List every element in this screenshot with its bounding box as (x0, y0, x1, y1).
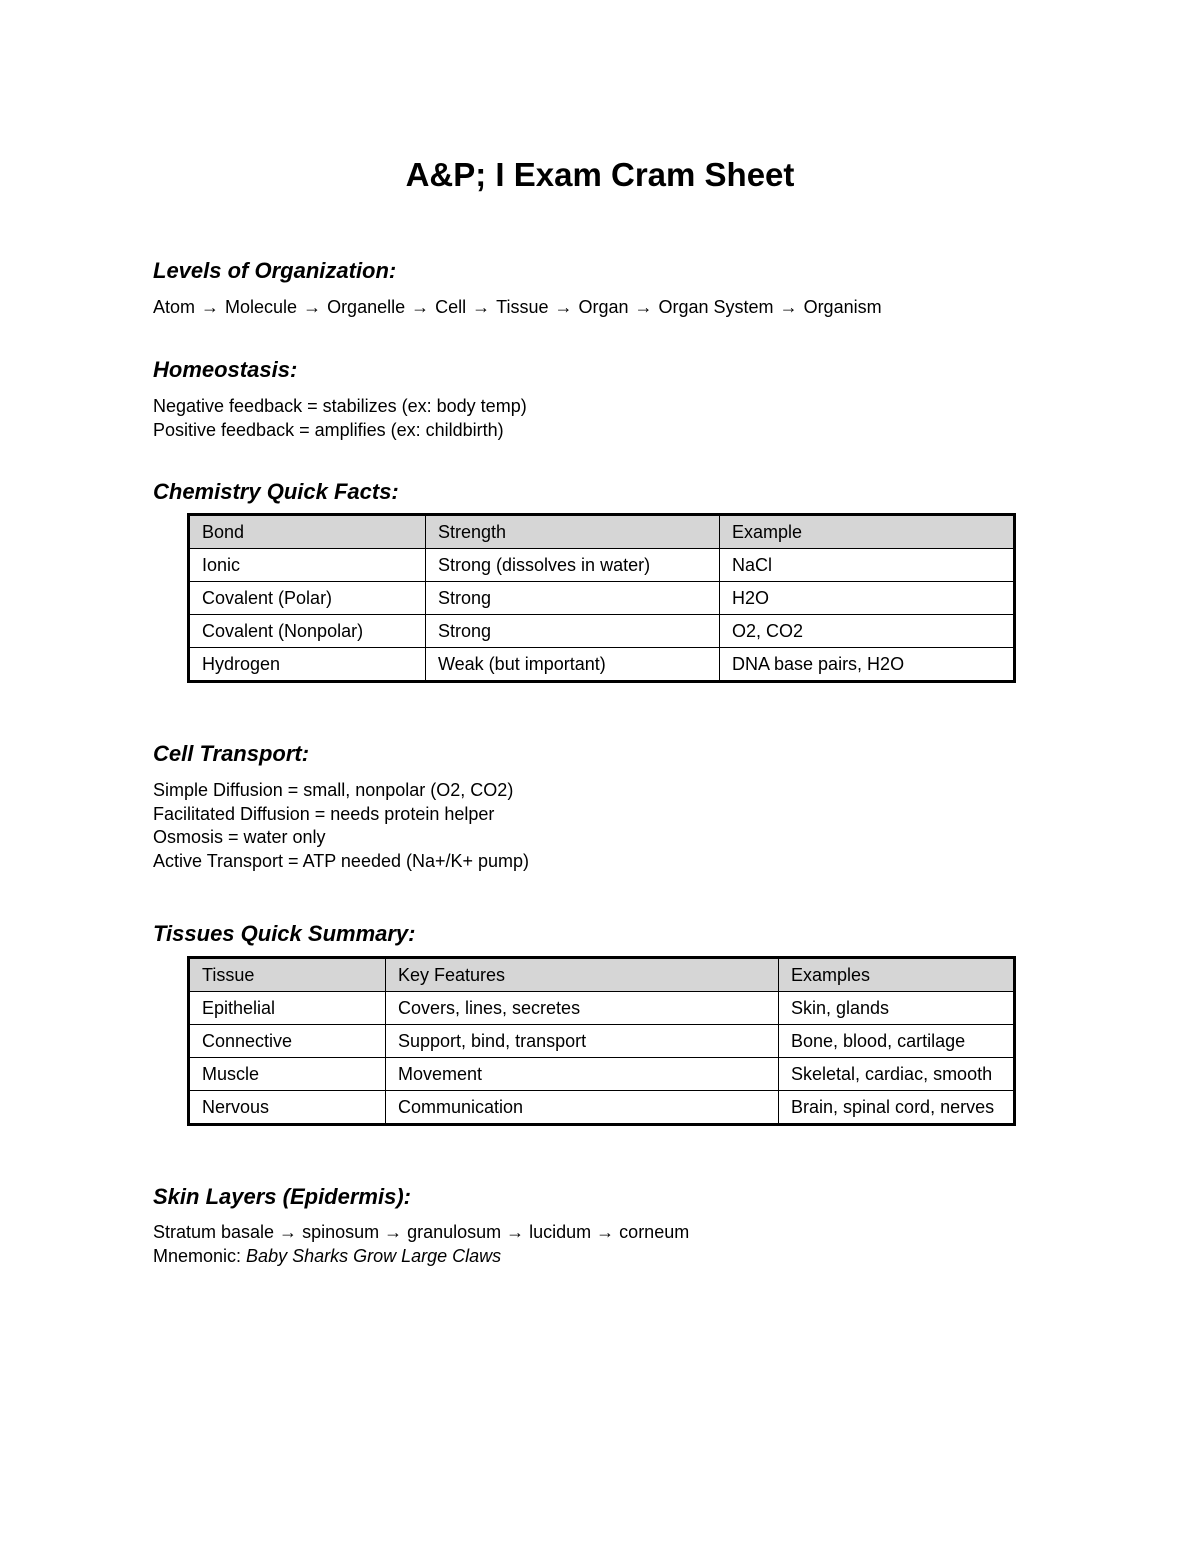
table-cell: H2O (720, 582, 1015, 615)
table-cell: Covers, lines, secretes (386, 992, 779, 1025)
tissues-col-tissue: Tissue (189, 958, 386, 992)
table-row (189, 1025, 1015, 1058)
skin-heading: Skin Layers (Epidermis): (153, 1184, 411, 1209)
chemistry-heading: Chemistry Quick Facts: (153, 479, 399, 504)
table-cell: Hydrogen (189, 648, 426, 682)
table-cell: Covalent (Polar) (189, 582, 426, 615)
transport-line-osmosis: Osmosis = water only (153, 827, 326, 847)
level-item: Molecule (225, 297, 298, 317)
arrow-right-icon: → (779, 297, 798, 317)
level-item: Atom (153, 297, 196, 317)
mnemonic-label: Mnemonic: (153, 1245, 247, 1266)
skin-text (153, 1221, 689, 1268)
levels-heading: Levels of Organization: (153, 258, 397, 283)
table-cell: Strong (dissolves in water) (426, 549, 720, 582)
table-row (189, 648, 1015, 682)
table-cell: Connective (189, 1025, 386, 1058)
skin-layers-line: Stratum basale → spinosum → granulosum → lucidum → corneum (153, 1222, 690, 1242)
tissues-header-row (189, 958, 1015, 992)
table-row (189, 992, 1015, 1025)
chemistry-col-bond: Bond (189, 515, 426, 549)
homeostasis-text (153, 395, 527, 442)
homeostasis-line-negative: Negative feedback = stabilizes (ex: body temp) (153, 396, 527, 416)
table-cell: Nervous (189, 1091, 386, 1125)
level-item: Cell (435, 297, 467, 317)
table-cell: Support, bind, transport (386, 1025, 779, 1058)
arrow-right-icon: → (201, 297, 220, 317)
table-row (189, 615, 1015, 648)
tissues-col-features: Key Features (386, 958, 779, 992)
transport-line-active: Active Transport = ATP needed (Na+/K+ pump) (153, 850, 530, 871)
transport-heading: Cell Transport: (153, 741, 310, 766)
document-title: A&P; I Exam Cram Sheet (405, 156, 795, 193)
arrow-right-icon: → (472, 297, 491, 317)
table-row (189, 1058, 1015, 1091)
table-cell: DNA base pairs, H2O (720, 648, 1015, 682)
tissues-col-examples: Examples (779, 958, 1015, 992)
arrow-right-icon: → (303, 297, 322, 317)
table-row (189, 1091, 1015, 1125)
transport-text (153, 779, 529, 873)
level-item: Tissue (496, 297, 549, 317)
table-cell: Brain, spinal cord, nerves (779, 1091, 1015, 1125)
arrow-right-icon: → (411, 297, 430, 317)
transport-line-simple: Simple Diffusion = small, nonpolar (O2, CO2) (153, 780, 514, 800)
transport-line-facilitated: Facilitated Diffusion = needs protein helper (153, 803, 495, 824)
table-row (189, 582, 1015, 615)
table-cell: Skin, glands (779, 992, 1015, 1025)
tissues-heading: Tissues Quick Summary: (153, 921, 416, 946)
table-cell: Epithelial (189, 992, 386, 1025)
mnemonic-text: Baby Sharks Grow Large Claws (246, 1245, 502, 1266)
chemistry-table (187, 513, 1016, 683)
table-cell: Movement (386, 1058, 779, 1091)
arrow-right-icon: → (554, 297, 573, 317)
homeostasis-heading: Homeostasis: (153, 357, 298, 382)
homeostasis-line-positive: Positive feedback = amplifies (ex: childbirth) (153, 419, 504, 440)
table-cell: Weak (but important) (426, 648, 720, 682)
table-cell: NaCl (720, 549, 1015, 582)
tissues-table (187, 956, 1016, 1126)
table-row (189, 549, 1015, 582)
table-cell: Communication (386, 1091, 779, 1125)
arrow-right-icon: → (634, 297, 653, 317)
level-item: Organ (578, 297, 629, 317)
level-item: Organism (803, 297, 882, 317)
chemistry-col-strength: Strength (426, 515, 720, 549)
table-cell: Ionic (189, 549, 426, 582)
table-cell: Strong (426, 615, 720, 648)
table-cell: Skeletal, cardiac, smooth (779, 1058, 1015, 1091)
chemistry-header-row (189, 515, 1015, 549)
table-cell: O2, CO2 (720, 615, 1015, 648)
table-cell: Strong (426, 582, 720, 615)
levels-chain (153, 296, 882, 320)
table-cell: Bone, blood, cartilage (779, 1025, 1015, 1058)
chemistry-col-example: Example (720, 515, 1015, 549)
table-cell: Muscle (189, 1058, 386, 1091)
skin-mnemonic-line (153, 1245, 689, 1269)
table-cell: Covalent (Nonpolar) (189, 615, 426, 648)
level-item: Organ System (658, 297, 774, 317)
level-item: Organelle (327, 297, 406, 317)
